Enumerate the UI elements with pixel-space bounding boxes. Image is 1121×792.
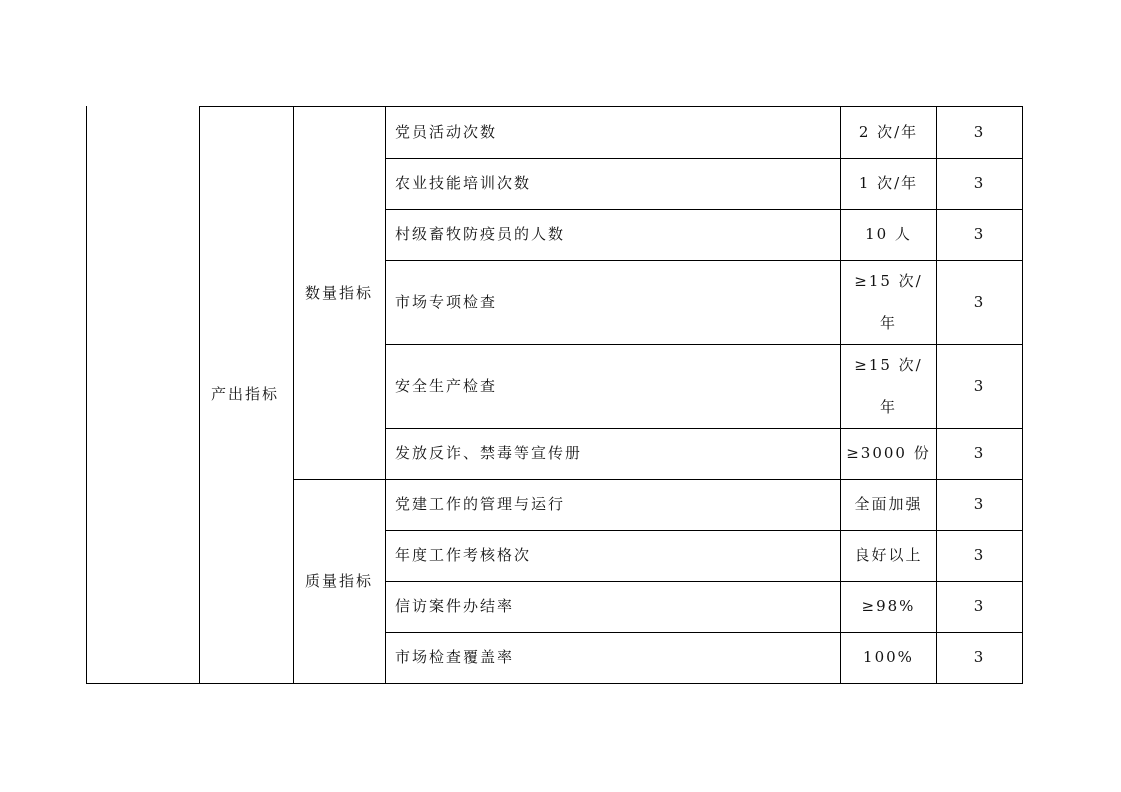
- table-row-indicator: 党员活动次数: [395, 123, 498, 141]
- column-divider-1: [199, 106, 200, 684]
- table-row-target: 2 次/年: [858, 123, 919, 141]
- table-row-score: 3: [973, 293, 986, 311]
- table-row-target-line2: 年: [879, 314, 897, 332]
- row-border-5: [385, 428, 1023, 429]
- row-border-4: [385, 344, 1023, 345]
- table-row-target-line1: ≥15 次/: [854, 272, 923, 290]
- row-border-3: [385, 260, 1023, 261]
- group-label-quality: 质量指标: [305, 572, 374, 590]
- table-row-score: 3: [973, 546, 986, 564]
- table-row-target-line2: 年: [879, 398, 897, 416]
- column-divider-2: [293, 106, 294, 684]
- table-row-indicator: 市场检查覆盖率: [395, 648, 515, 666]
- table-row-indicator: 农业技能培训次数: [395, 174, 532, 192]
- table-row-score: 3: [973, 648, 986, 666]
- table-row-indicator: 发放反诈、禁毒等宣传册: [395, 444, 583, 462]
- row-border-bottom: [86, 683, 1023, 684]
- table-row-score: 3: [973, 444, 986, 462]
- row-border-6: [293, 479, 1023, 480]
- table-border-left: [86, 106, 87, 684]
- table-row-target: 10 人: [865, 225, 912, 243]
- table-row-indicator: 安全生产检查: [395, 377, 498, 395]
- table-row-indicator: 信访案件办结率: [395, 597, 515, 615]
- row-border-2: [385, 209, 1023, 210]
- group-label-quantity: 数量指标: [305, 284, 374, 302]
- row-border-1: [385, 158, 1023, 159]
- row-border-7: [385, 530, 1023, 531]
- table-row-target: 良好以上: [854, 546, 923, 564]
- table-row-score: 3: [973, 225, 986, 243]
- table-row-score: 3: [973, 123, 986, 141]
- table-row-indicator: 党建工作的管理与运行: [395, 495, 566, 513]
- table-row-target: 100%: [863, 648, 914, 666]
- table-row-score: 3: [973, 377, 986, 395]
- row-border-8: [385, 581, 1023, 582]
- table-border-right: [1022, 106, 1023, 684]
- table-row-target: 1 次/年: [858, 174, 919, 192]
- table-row-score: 3: [973, 174, 986, 192]
- level1-indicator-label: 产出指标: [211, 385, 280, 403]
- table-row-target-line1: ≥15 次/: [854, 356, 923, 374]
- table-row-target: 全面加强: [854, 495, 923, 513]
- table-row-indicator: 村级畜牧防疫员的人数: [395, 225, 566, 243]
- table-row-target: ≥98%: [861, 597, 916, 615]
- table-row-indicator: 市场专项检查: [395, 293, 498, 311]
- row-border-9: [385, 632, 1023, 633]
- row-border-top: [199, 106, 1023, 107]
- column-divider-3: [385, 106, 386, 684]
- table-row-score: 3: [973, 597, 986, 615]
- table-row-target: ≥3000 份: [846, 444, 931, 462]
- table-row-score: 3: [973, 495, 986, 513]
- table-row-indicator: 年度工作考核格次: [395, 546, 532, 564]
